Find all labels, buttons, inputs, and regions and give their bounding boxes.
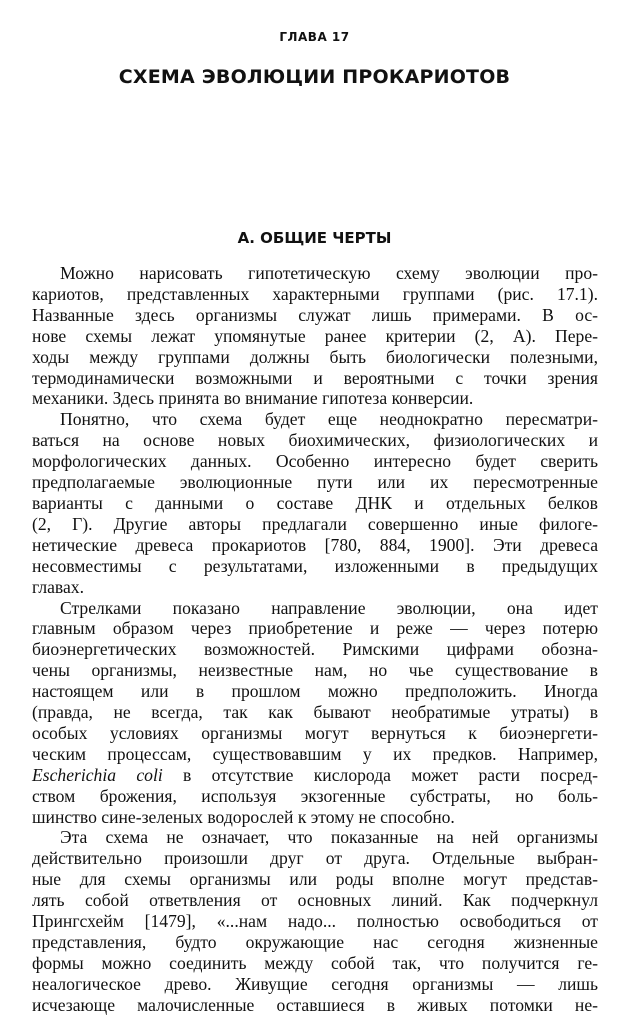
text-line: нове схемы лежат упомянутые ранее критерии (2, A). Пере- (32, 325, 598, 346)
text-line: нетические древеса прокариотов [780, 884, 1900]. Эти древеса (32, 534, 598, 555)
text-line: Прингсхейм [1479], «...нам надо... полностью освободиться от (32, 911, 598, 932)
paragraph-2 (32, 409, 598, 597)
text-line: Названные здесь организмы служат лишь примерами. В ос- (32, 304, 598, 325)
paragraph-1 (32, 263, 598, 409)
paragraph-4 (32, 827, 598, 1015)
text-line: формы можно соединить между собой так, что получится ге- (32, 952, 598, 973)
text-line: морфологических данных. Особенно интересно будет сверить (32, 451, 598, 472)
text-line: Эта схема не означает, что показанные на ней организмы (60, 827, 598, 848)
text-line: ные для схемы организмы или роды вполне могут представ- (32, 869, 598, 890)
text-line: Escherichia coli в отсутствие кислорода может расти посред- (32, 764, 598, 785)
text-line: представления, будто окружающие нас сегодня жизненные (32, 932, 598, 952)
text-line: термодинамически возможными и вероятными с точки зрения (32, 367, 598, 388)
text-line: настоящем или в прошлом можно предположить. Иногда (32, 681, 598, 702)
text-line: ством брожения, используя экзогенные субстраты, но боль- (32, 785, 598, 806)
text-line: биоэнергетических возможностей. Римскими цифрами обозна- (32, 639, 598, 660)
text-line: Стрелками показано направление эволюции, она идет (60, 597, 598, 618)
text-line: шинство сине-зеленых водорослей к этому не способно. (32, 806, 455, 827)
text-line: предполагаемые эволюционные пути или их пересмотренные (32, 472, 598, 493)
text-line: главным образом через приобретение и реже — через потерю (32, 618, 598, 639)
text-line: исчезающе малочисленные оставшиеся в живых потомки не- (32, 994, 598, 1015)
text-line: ваться на основе новых биохимических, физиологических и (32, 430, 598, 451)
section-heading: А. ОБЩИЕ ЧЕРТЫ (237, 229, 392, 247)
chapter-title: СХЕМА ЭВОЛЮЦИИ ПРОКАРИОТОВ (118, 66, 511, 88)
text-line: действительно произошли друг от друга. Отдельные выбран- (32, 848, 598, 869)
text-line: варианты с данными о составе ДНК и отдельных белков (32, 492, 598, 513)
text-line: ческим процессам, существовавшим у их предков. Например, (32, 743, 598, 764)
text-line: (2, Г). Другие авторы предлагали совершенно иные филоге- (32, 513, 598, 534)
text-line: главах. (32, 576, 84, 597)
text-line: кариотов, представленных характерными группами (рис. 17.1). (32, 283, 598, 304)
text-line: несовместимы с результатами, изложенными в предыдущих (32, 555, 598, 576)
text-line: особых условиях организмы могут вернуться к биоэнергети- (32, 722, 598, 743)
text-line: механики. Здесь принята во внимание гипотеза конверсии. (32, 388, 474, 409)
paragraph-3 (32, 598, 598, 828)
body-text (32, 263, 598, 1016)
text-line: (правда, не всегда, так как бывают необратимые утраты) в (32, 702, 598, 723)
chapter-label: ГЛАВА 17 (279, 30, 350, 44)
text-line: ходы между группами должны быть биологически полезными, (32, 346, 598, 367)
text-line: лять собой ответвления от основных линий. Как подчеркнул (32, 890, 598, 911)
text-line: Понятно, что схема будет еще неоднократно пересматри- (60, 409, 598, 430)
text-line: чены организмы, неизвестные нам, но чье существование в (32, 660, 598, 681)
text-line: неалогическое древо. Живущие сегодня организмы — лишь (32, 973, 598, 994)
text-line: Можно нарисовать гипотетическую схему эволюции про- (60, 263, 598, 283)
